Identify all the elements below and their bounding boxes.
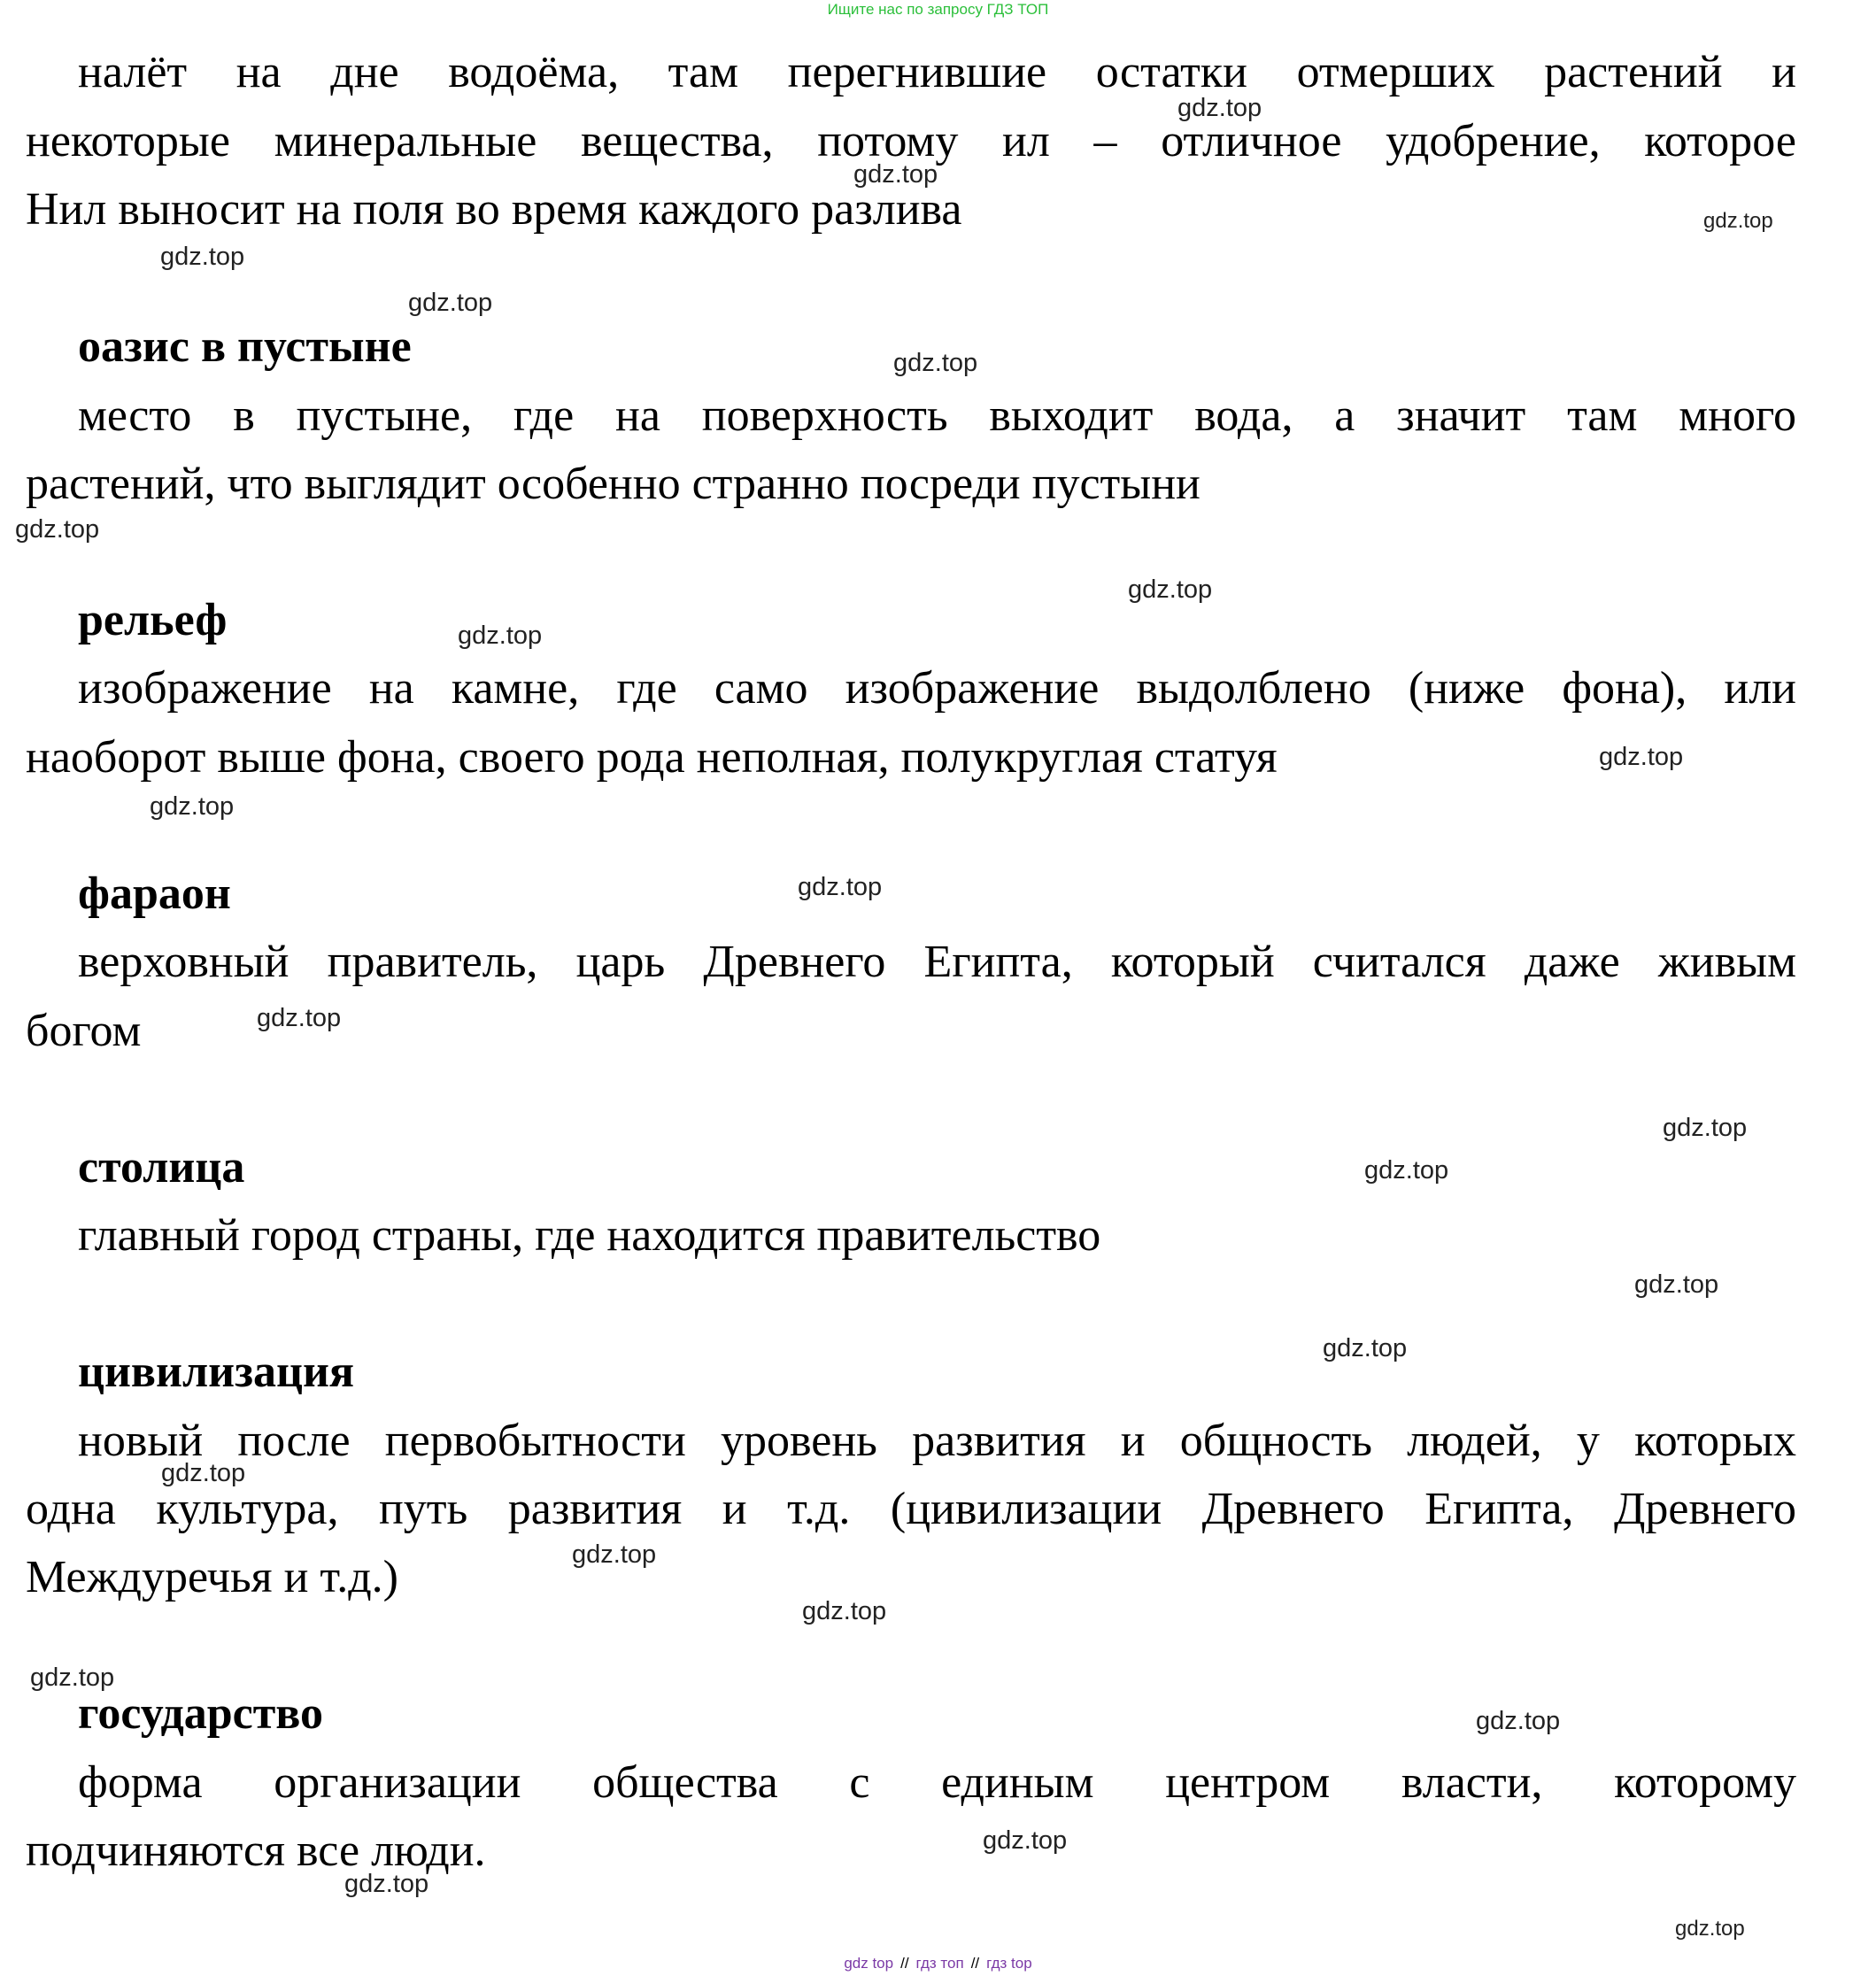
definition-line: растений, что выглядит особенно странно посреди пустыни [26,459,1200,509]
watermark: gdz.top [1599,743,1684,771]
watermark: gdz.top [30,1663,115,1692]
watermark: gdz.top [408,289,493,317]
definition-line: верховный правитель, царь Древнего Египта, который считался даже живым [78,937,1796,987]
watermark: gdz.top [893,349,978,377]
footer-link[interactable]: gdz top [844,1955,894,1972]
term-heading: цивилизация [78,1347,355,1397]
definition-line: Междуречья и т.д.) [26,1552,399,1602]
definition-line: место в пустыне, где на поверхность выходит вода, а значит там много [78,390,1796,441]
watermark: gdz.top [150,792,235,821]
watermark: gdz.top [458,621,543,650]
footer-link[interactable]: гдз топ [915,1955,964,1972]
definition-line: новый после первобытности уровень развития и общность людей, у которых [78,1416,1796,1466]
definition-line: подчиняются все люди. [26,1825,486,1876]
definition-line: одна культура, путь развития и т.д. (цивилизации Древнего Египта, Древнего [26,1484,1796,1534]
definition-line: богом [26,1006,142,1056]
watermark: gdz.top [802,1597,887,1625]
watermark: gdz.top [983,1826,1068,1855]
watermark: gdz.top [1364,1156,1449,1185]
watermark: gdz.top [572,1540,657,1569]
watermark: gdz.top [15,515,100,544]
definition-line: изображение на камне, где само изображение выдолблено (ниже фона), или [78,663,1796,714]
top-banner[interactable]: Ищите нас по запросу ГДЗ ТОП [827,1,1049,18]
definition-line: налёт на дне водоёма, там перегнившие остатки отмерших растений и [78,47,1796,97]
footer-links [0,1955,1876,1972]
definition-line: Нил выносит на поля во время каждого разлива [26,184,962,235]
watermark: gdz.top [257,1004,342,1032]
watermark: gdz.top [1703,209,1773,233]
term-heading: государство [78,1688,324,1739]
watermark: gdz.top [1128,575,1213,604]
footer-link[interactable]: гдз top [986,1955,1032,1972]
watermark: gdz.top [161,1459,246,1487]
watermark: gdz.top [853,160,938,189]
watermark: gdz.top [1663,1114,1748,1142]
watermark: gdz.top [1675,1917,1745,1941]
footer-separator: // [900,1955,909,1972]
footer-separator: // [970,1955,980,1972]
term-heading: оазис в пустыне [78,321,412,372]
definition-line: наоборот выше фона, своего рода неполная, полукруглая статуя [26,732,1278,783]
watermark: gdz.top [798,873,883,901]
watermark: gdz.top [1177,94,1262,122]
watermark: gdz.top [1323,1334,1408,1362]
watermark: gdz.top [160,243,245,271]
definition-line: главный город страны, где находится правительство [78,1210,1101,1261]
watermark: gdz.top [1634,1270,1719,1299]
watermark: gdz.top [1476,1707,1561,1735]
definition-line: форма организации общества с единым центром власти, которому [78,1757,1796,1808]
term-heading: фараон [78,868,231,919]
definition-line: некоторые минеральные вещества, потому ил – отличное удобрение, которое [26,116,1796,166]
term-heading: столица [78,1142,245,1193]
term-heading: рельеф [78,595,228,645]
watermark: gdz.top [344,1870,429,1898]
